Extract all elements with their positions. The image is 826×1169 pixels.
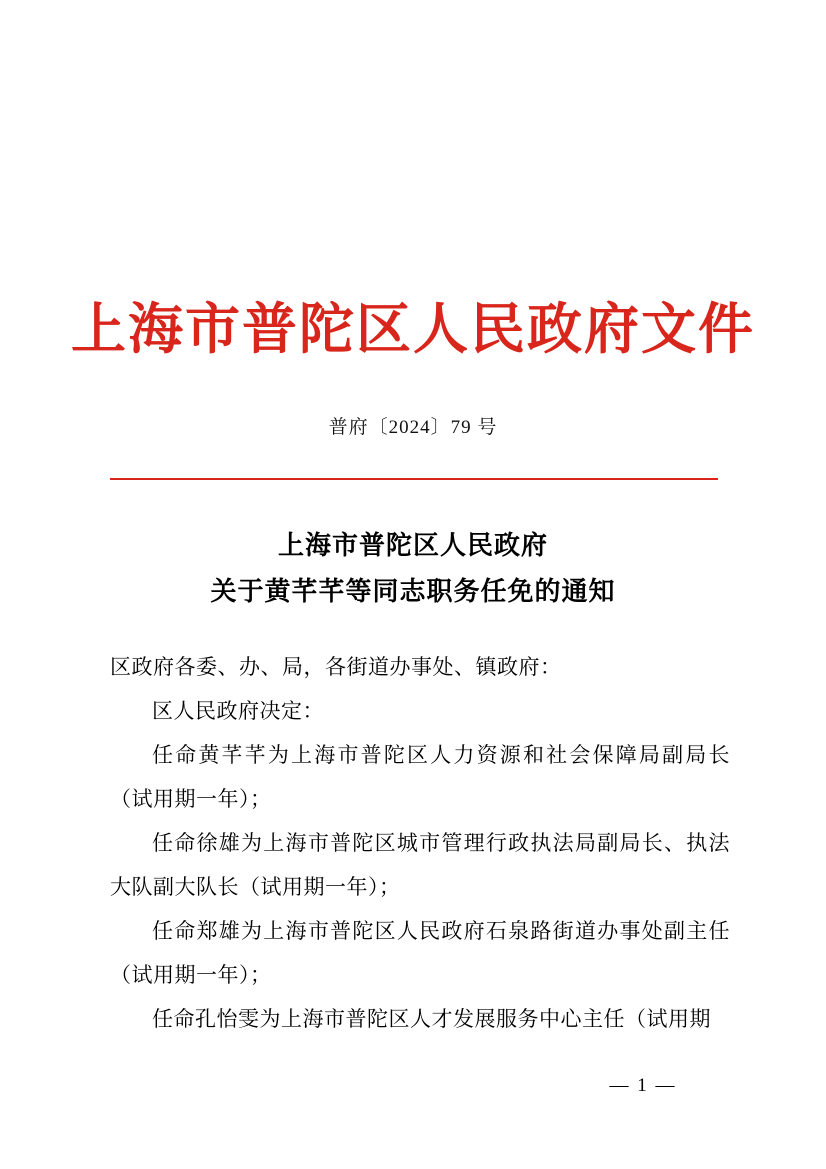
body-paragraph-4: 任命郑雄为上海市普陀区人民政府石泉路街道办事处副主任（试用期一年）； [110, 919, 730, 987]
body-paragraph-3: 任命徐雄为上海市普陀区城市管理行政执法局副局长、执法大队副大队长（试用期一年）； [110, 831, 730, 899]
masthead [0, 300, 826, 361]
document-number: 普府〔2024〕79 号 [328, 417, 498, 438]
document-body [110, 645, 730, 1041]
page-number-value: — 1 — [609, 1075, 677, 1096]
body-paragraph-2: 任命黄芊芊为上海市普陀区人力资源和社会保障局副局长（试用期一年）； [110, 743, 730, 811]
recipients-line: 区政府各委、办、局，各街道办事处、镇政府： [110, 655, 562, 679]
body-paragraph-1: 区人民政府决定： [152, 699, 324, 723]
document-title [0, 523, 826, 615]
page-number-footer [0, 1075, 826, 1097]
document-title-line-1: 上海市普陀区人民政府 [277, 531, 548, 560]
body-paragraph-5: 任命孔怡雯为上海市普陀区人才发展服务中心主任（试用期 [152, 1007, 711, 1031]
red-divider-rule [110, 478, 718, 480]
masthead-title: 上海市普陀区人民政府文件 [70, 299, 755, 360]
document-title-line-2: 关于黄芊芊等同志职务任免的通知 [210, 577, 616, 606]
